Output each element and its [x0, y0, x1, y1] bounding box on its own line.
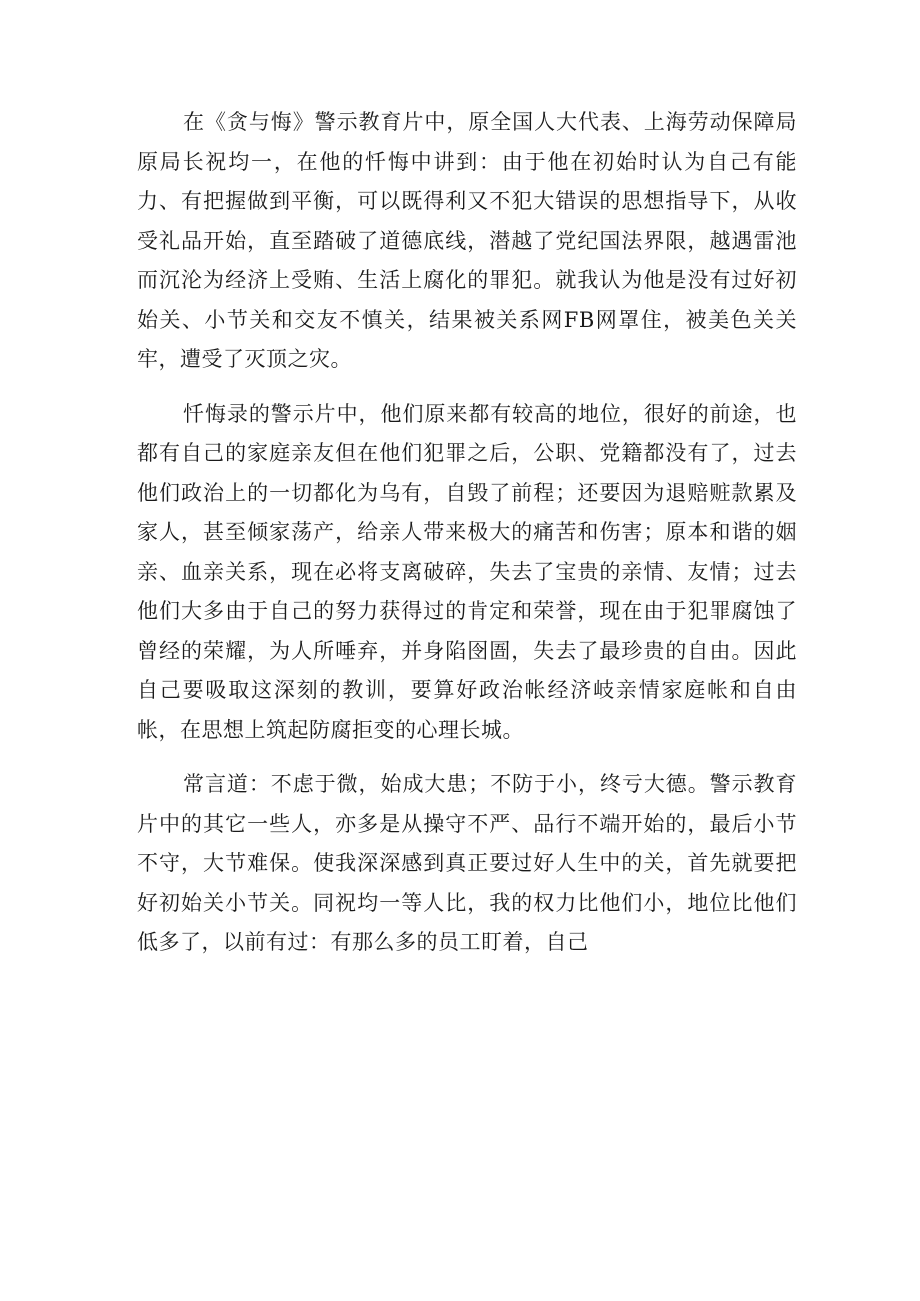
paragraph-3: 常言道：不虑于微，始成大患；不防于小，终亏大德。警示教育片中的其它一些人，亦多是从操守不严、品行不端开始的，最后小节不守，大节难保。使我深深感到真正要过好人生中的关，首先就要把好初始关小节关。同祝均一等人比，我的权力比他们小，地位比他们低多了，以前有过：有那么多的员工盯着，自己 — [137, 772, 797, 954]
document-body — [137, 103, 797, 978]
paragraph-2: 忏悔录的警示片中，他们原来都有较高的地位，很好的前途，也都有自己的家庭亲友但在他们犯罪之后，公职、党籍都没有了，过去他们政治上的一切都化为乌有，自毁了前程；还要因为退赔赃款累及家人，甚至倾家荡产，给亲人带来极大的痛苦和伤害；原本和谐的姻亲、血亲关系，现在必将支离破碎，失去了宝贵的亲情、友情；过去他们大多由于自己的努力获得过的肯定和荣誉，现在由于犯罪腐蚀了曾经的荣耀，为人所唾弃，并身陷囹圄，失去了最珍贵的自由。因此自己要吸取这深刻的教训，要算好政治帐经济岐亲情家庭帐和自由帐，在思想上筑起防腐拒变的心理长城。 — [137, 401, 797, 742]
paragraph-1: 在《贪与悔》警示教育片中，原全国人大代表、上海劳动保障局原局长祝均一，在他的忏悔中讲到：由于他在初始时认为自己有能力、有把握做到平衡，可以既得利又不犯大错误的思想指导下，从收受礼品开始，直至踏破了道德底线，潜越了党纪国法界限，越遇雷池而沉沦为经济上受贿、生活上腐化的罪犯。就我认为他是没有过好初始关、小节关和交友不慎关，结果被关系网FB网罩住，被美色关关牢，遭受了灭顶之灾。 — [137, 110, 797, 371]
